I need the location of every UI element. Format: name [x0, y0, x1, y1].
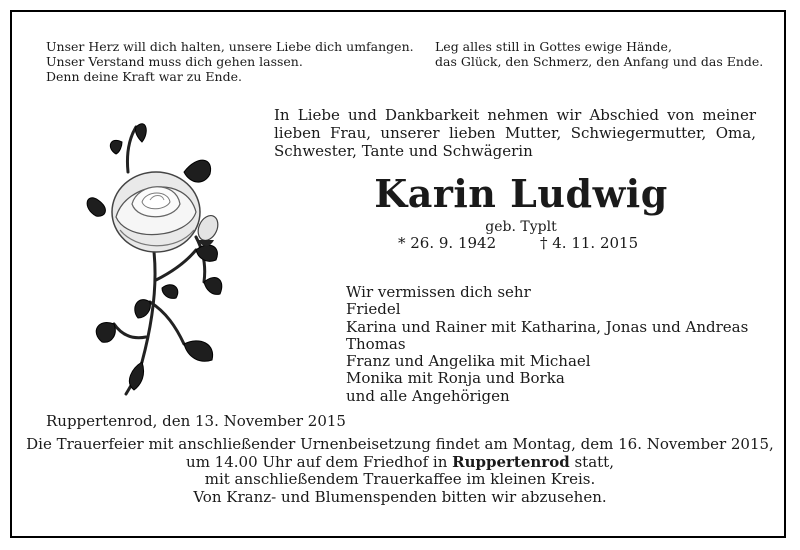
poem-left-line: Denn deine Kraft war zu Ende. — [46, 69, 242, 84]
mourner-line: Thomas — [346, 334, 406, 353]
service-line: Von Kranz- und Blumenspenden bitten wir abzusehen. — [193, 487, 607, 506]
obituary-notice — [10, 10, 786, 538]
mourner-line: Franz und Angelika mit Michael — [346, 352, 591, 371]
mourner-line: Friedel — [346, 300, 401, 319]
mourner-line: und alle Angehörigen — [346, 386, 510, 405]
poem-right — [435, 39, 763, 69]
funeral-service-info — [22, 436, 778, 506]
service-time-text: um 14.00 Uhr auf dem Friedhof in — [186, 452, 453, 471]
rose-illustration — [76, 112, 246, 402]
service-line — [22, 454, 778, 472]
mourner-line: Karina und Rainer mit Katharina, Jonas und Andreas — [346, 317, 749, 336]
death-date: † 4. 11. 2015 — [540, 234, 639, 252]
place-date: Ruppertenrod, den 13. November 2015 — [46, 412, 346, 430]
service-line: Die Trauerfeier mit anschließender Urnenbeisetzung findet am Montag, dem 16. November 2015, — [26, 435, 774, 453]
poem-left — [46, 39, 414, 84]
service-line: mit anschließendem Trauerkaffee im kleinen Kreis. — [204, 470, 596, 488]
birth-date: * 26. 9. 1942 — [398, 234, 497, 252]
deceased-name: Karin Ludwig — [374, 171, 668, 216]
poem-right-line: das Glück, den Schmerz, den Anfang und das Ende. — [435, 54, 764, 69]
mourner-line: Monika mit Ronja und Borka — [346, 369, 565, 388]
mourners-list — [346, 284, 748, 405]
intro-text: In Liebe und Dankbarkeit nehmen wir Abschied von meiner lieben Frau, unserer lieben Mutter, Schwiegermutter, Oma, Schwester, Tante und Schwägerin — [274, 106, 756, 160]
service-line-end: statt, — [569, 452, 614, 471]
mourner-line: Wir vermissen dich sehr — [346, 283, 531, 301]
poem-right-line: Leg alles still in Gottes ewige Hände, — [435, 39, 672, 54]
poem-left-line: Unser Verstand muss dich gehen lassen. — [46, 54, 303, 69]
poem-left-line: Unser Herz will dich halten, unsere Liebe dich umfangen. — [46, 39, 414, 54]
maiden-name: geb. Typlt — [485, 219, 557, 235]
cemetery-place: Ruppertenrod — [452, 452, 570, 471]
rose-bloom — [112, 172, 200, 252]
